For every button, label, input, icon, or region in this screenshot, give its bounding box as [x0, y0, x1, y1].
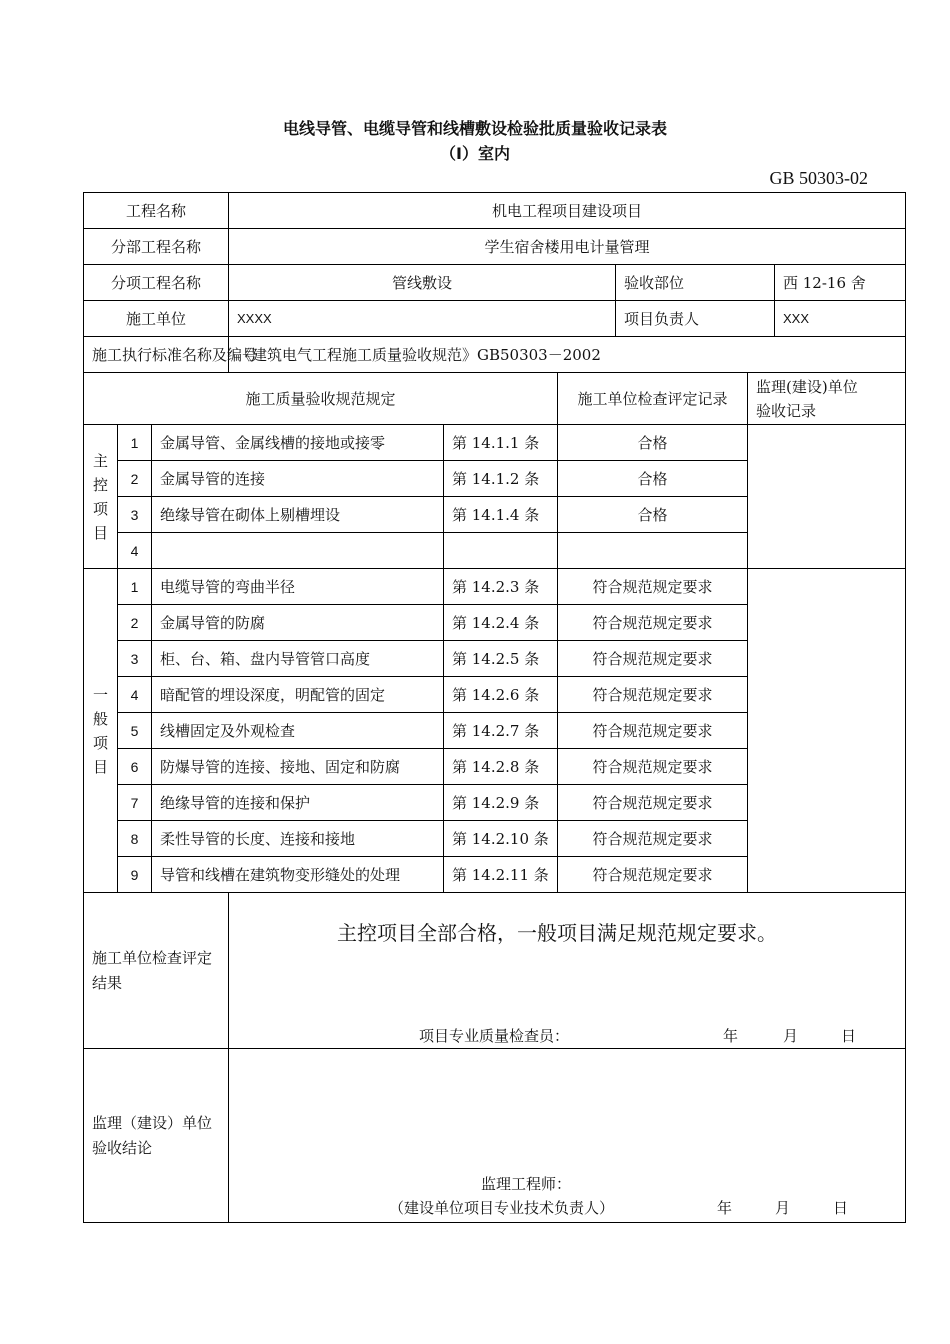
division-value: 学生宿舍楼用电计量管理 — [229, 229, 906, 265]
item-number: 3 — [118, 641, 152, 677]
row-contractor-result — [84, 893, 906, 1049]
general-items-label: 一般项目 — [84, 569, 118, 893]
item-name: 防爆导管的连接、接地、固定和防腐 — [152, 749, 444, 785]
row-subitem — [84, 265, 906, 301]
supervision-column-header — [748, 373, 906, 425]
supervision-result-cell — [229, 1049, 906, 1223]
inspection-record-table — [83, 192, 906, 1223]
subitem-value: 管线敷设 — [229, 265, 616, 301]
form-subtitle: （Ⅰ）室内 — [440, 144, 510, 163]
item-result: 合格 — [558, 497, 748, 533]
item-name: 绝缘导管在砌体上剔槽埋设 — [152, 497, 444, 533]
contractor-conclusion: 主控项目全部合格，一般项目满足规范规定要求。 — [337, 921, 777, 945]
item-clause: 第 14.2.3 条 — [444, 569, 558, 605]
item-clause: 第 14.2.8 条 — [444, 749, 558, 785]
item-number: 7 — [118, 785, 152, 821]
item-result: 合格 — [558, 461, 748, 497]
item-result: 符合规范规定要求 — [558, 749, 748, 785]
location-value: 西 12-16 舍 — [775, 265, 906, 301]
inspector-signature-label: 项目专业质量检查员： — [419, 1027, 570, 1045]
standard-label: 施工执行标准名称及编号 — [84, 337, 229, 373]
item-result — [558, 533, 748, 569]
row-project-name — [84, 193, 906, 229]
item-name: 金属导管、金属线槽的接地或接零 — [152, 425, 444, 461]
item-number: 4 — [118, 533, 152, 569]
general-supervision-record — [748, 569, 906, 893]
item-result: 符合规范规定要求 — [558, 677, 748, 713]
manager-value: XXX — [775, 301, 906, 337]
main-items-label: 主控项目 — [84, 425, 118, 569]
item-name: 导管和线槽在建筑物变形缝处的处理 — [152, 857, 444, 893]
item-name: 金属导管的防腐 — [152, 605, 444, 641]
item-name: 柜、台、箱、盘内导管管口高度 — [152, 641, 444, 677]
item-number: 5 — [118, 713, 152, 749]
item-number: 4 — [118, 677, 152, 713]
item-clause: 第 14.1.1 条 — [444, 425, 558, 461]
division-label: 分部工程名称 — [84, 229, 229, 265]
item-clause: 第 14.2.4 条 — [444, 605, 558, 641]
item-clause: 第 14.1.2 条 — [444, 461, 558, 497]
item-number: 2 — [118, 461, 152, 497]
year-label: 年 — [717, 1199, 733, 1217]
item-name — [152, 533, 444, 569]
item-number: 9 — [118, 857, 152, 893]
manager-label: 项目负责人 — [616, 301, 775, 337]
month-label: 月 — [775, 1199, 791, 1217]
item-clause: 第 14.2.11 条 — [444, 857, 558, 893]
item-result: 符合规范规定要求 — [558, 605, 748, 641]
item-result: 符合规范规定要求 — [558, 713, 748, 749]
contractor-value: XXXX — [229, 301, 616, 337]
item-clause: 第 14.2.5 条 — [444, 641, 558, 677]
form-title: 电线导管、电缆导管和线槽敷设检验批质量验收记录表 — [282, 119, 667, 138]
project-name-label: 工程名称 — [84, 193, 229, 229]
main-item-row — [84, 425, 906, 461]
month-label: 月 — [783, 1027, 799, 1045]
row-division — [84, 229, 906, 265]
item-name: 绝缘导管的连接和保护 — [152, 785, 444, 821]
item-result: 符合规范规定要求 — [558, 821, 748, 857]
item-clause: 第 14.1.4 条 — [444, 497, 558, 533]
item-clause: 第 14.2.6 条 — [444, 677, 558, 713]
item-name: 电缆导管的弯曲半径 — [152, 569, 444, 605]
item-result: 符合规范规定要求 — [558, 857, 748, 893]
tech-lead-signature-label: （建设单位项目专业技术负责人） — [389, 1199, 615, 1217]
item-name: 线槽固定及外观检查 — [152, 713, 444, 749]
item-clause: 第 14.2.10 条 — [444, 821, 558, 857]
day-label: 日 — [833, 1199, 849, 1217]
item-number: 6 — [118, 749, 152, 785]
row-column-headers — [84, 373, 906, 425]
contractor-label: 施工单位 — [84, 301, 229, 337]
location-label: 验收部位 — [616, 265, 775, 301]
item-clause: 第 14.2.7 条 — [444, 713, 558, 749]
project-name-value: 机电工程项目建设项目 — [229, 193, 906, 229]
supervision-header-line2: 验收记录 — [756, 401, 817, 420]
contractor-result-cell — [229, 893, 906, 1049]
contractor-result-label: 施工单位检查评定结果 — [84, 893, 229, 1049]
item-number: 1 — [118, 425, 152, 461]
check-column-header: 施工单位检查评定记录 — [558, 373, 748, 425]
item-result: 符合规范规定要求 — [558, 641, 748, 677]
item-name: 暗配管的埋设深度，明配管的固定 — [152, 677, 444, 713]
item-result: 合格 — [558, 425, 748, 461]
year-label: 年 — [723, 1027, 739, 1045]
item-number: 1 — [118, 569, 152, 605]
row-standard — [84, 337, 906, 373]
item-clause: 第 14.2.9 条 — [444, 785, 558, 821]
spec-column-header: 施工质量验收规范规定 — [84, 373, 558, 425]
item-result: 符合规范规定要求 — [558, 569, 748, 605]
general-item-row — [84, 569, 906, 605]
row-contractor — [84, 301, 906, 337]
supervision-result-label: 监理（建设）单位验收结论 — [84, 1049, 229, 1223]
item-number: 2 — [118, 605, 152, 641]
main-supervision-record — [748, 425, 906, 569]
standard-value: 《建筑电气工程施工质量验收规范》GB50303－2002 — [229, 337, 906, 373]
item-result: 符合规范规定要求 — [558, 785, 748, 821]
item-number: 8 — [118, 821, 152, 857]
item-number: 3 — [118, 497, 152, 533]
item-clause — [444, 533, 558, 569]
day-label: 日 — [841, 1027, 857, 1045]
engineer-signature-label: 监理工程师： — [481, 1175, 572, 1193]
item-name: 金属导管的连接 — [152, 461, 444, 497]
supervision-header-line1: 监理(建设)单位 — [756, 377, 858, 396]
standard-code: GB 50303-02 — [769, 168, 868, 188]
subitem-label: 分项工程名称 — [84, 265, 229, 301]
item-name: 柔性导管的长度、连接和接地 — [152, 821, 444, 857]
row-supervision-result — [84, 1049, 906, 1223]
